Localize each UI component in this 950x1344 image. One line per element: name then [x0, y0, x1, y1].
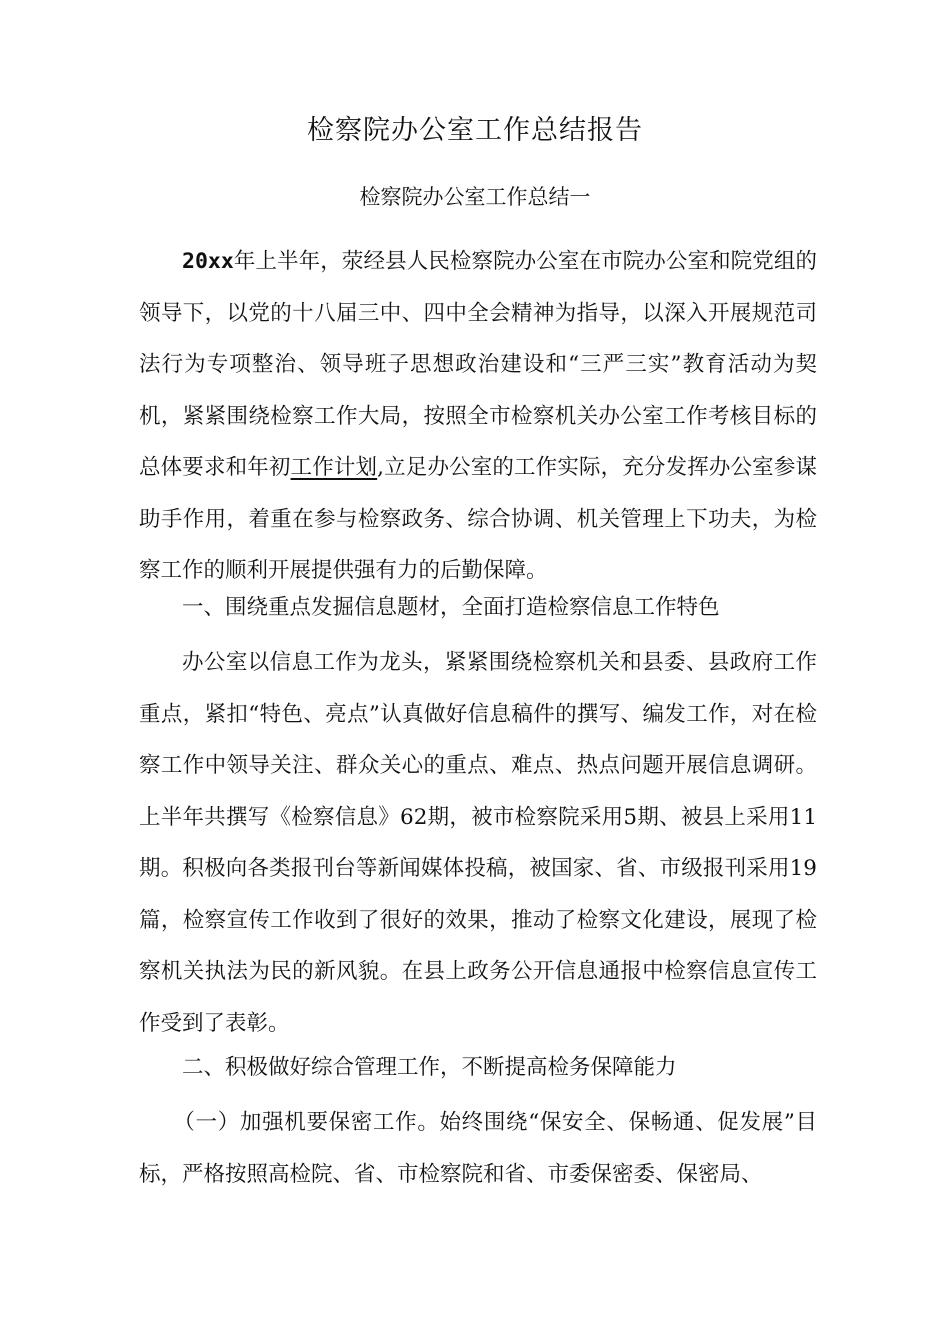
paragraph-information-work: 办公室以信息工作为龙头，紧紧围绕检察机关和县委、县政府工作重点，紧扣“特色、亮点”认真做好信息稿件的撰写、编发工作，对在检察工作中领导关注、群众关心的重点、难点、热点问题开展信息调研。上半年共撰写《检察信息》62期，被市检察院采用5期、被县上采用11期。积极向各类报刊台等新闻媒体投稿，被国家、省、市级报刊采用19篇，检察宣传工作收到了很好的效果，推动了检察文化建设，展现了检察机关执法为民的新风貌。在县上政务公开信息通报中检察信息宣传工作受到了表彰。 [139, 650, 817, 1036]
intro-text-after-link: ,立足办公室的工作实际，充分发挥办公室参谋助手作用，着重在参与检察政务、综合协调、机关管理上下功夫，为检察工作的顺利开展提供强有力的后勤保障。 [139, 455, 817, 583]
document-subtitle: 检察院办公室工作总结一 [359, 185, 591, 209]
document-title: 检察院办公室工作总结报告 [307, 115, 643, 146]
year-text: 20xx [182, 249, 234, 274]
work-plan-link[interactable]: 工作计划 [290, 455, 378, 480]
paragraph-confidential-work: （一）加强机要保密工作。始终围绕“保安全、保畅通、促发展”目标，严格按照高检院、省、市检察院和省、市委保密委、保密局、 [139, 1110, 817, 1187]
section-heading-1: 一、围绕重点发掘信息题材，全面打造检察信息工作特色 [182, 595, 720, 620]
paragraph-intro [139, 236, 817, 597]
section-heading-2: 二、积极做好综合管理工作，不断提高检务保障能力 [182, 1055, 677, 1080]
intro-text-before-link: 年上半年，荥经县人民检察院办公室在市院办公室和院党组的领导下，以党的十八届三中、四中全会精神为指导，以深入开展规范司法行为专项整治、领导班子思想政治建设和“三严三实”教育活动为契机，紧紧围绕检察工作大局，按照全市检察机关办公室工作考核目标的总体要求和年初 [139, 249, 817, 480]
